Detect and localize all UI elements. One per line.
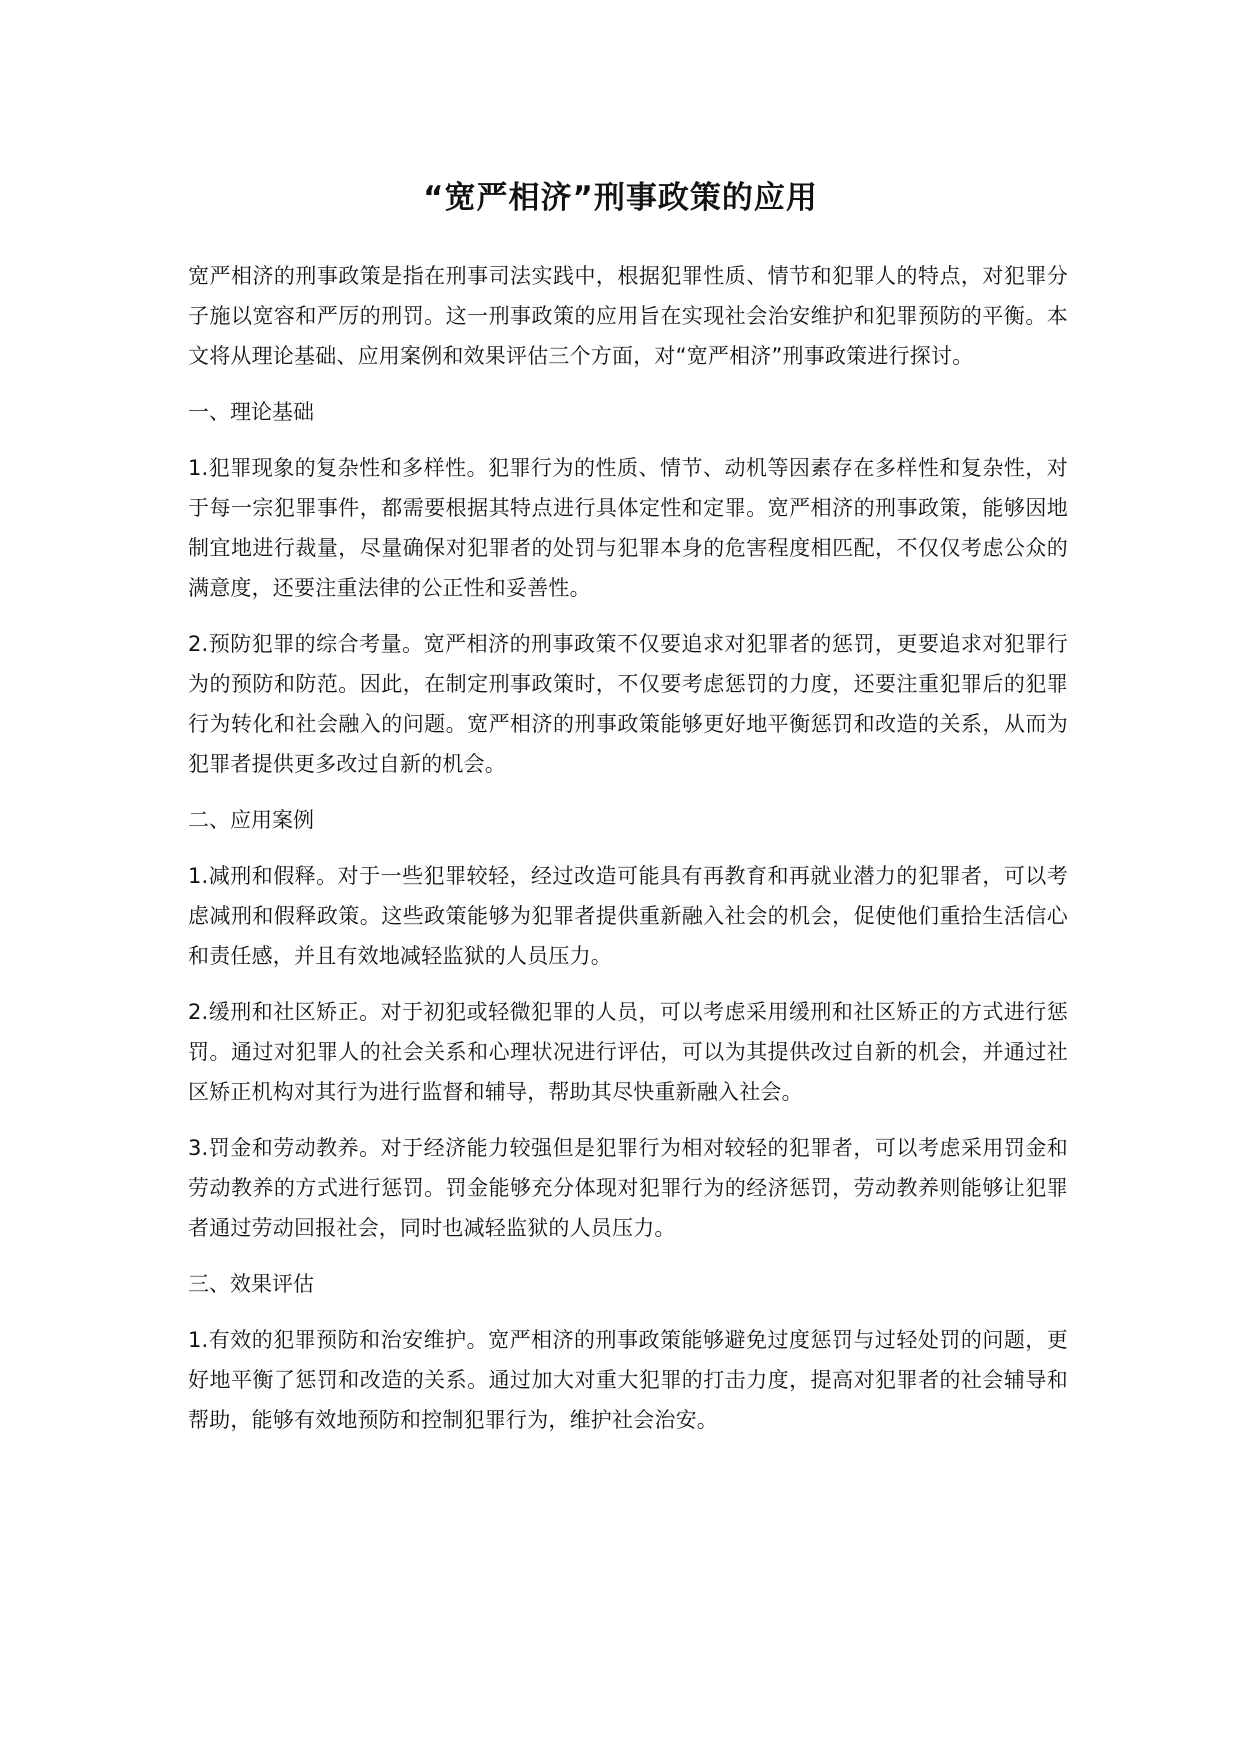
document-body <box>188 256 1068 1456</box>
section-heading: 一、理论基础 <box>188 400 314 424</box>
section-evaluation <box>188 1264 1068 1440</box>
section-theory <box>188 392 1068 784</box>
section-paragraph: 2.缓刑和社区矫正。对于初犯或轻微犯罪的人员，可以考虑采用缓刑和社区矫正的方式进行惩罚。通过对犯罪人的社会关系和心理状况进行评估，可以为其提供改过自新的机会，并通过社区矫正机构对其行为进行监督和辅导，帮助其尽快重新融入社会。 <box>188 1000 1068 1104</box>
intro-paragraph: 宽严相济的刑事政策是指在刑事司法实践中，根据犯罪性质、情节和犯罪人的特点，对犯罪分子施以宽容和严厉的刑罚。这一刑事政策的应用旨在实现社会治安维护和犯罪预防的平衡。本文将从理论基础、应用案例和效果评估三个方面，对“宽严相济”刑事政策进行探讨。 <box>188 264 1068 368</box>
section-heading: 三、效果评估 <box>188 1272 314 1296</box>
section-paragraph: 1.有效的犯罪预防和治安维护。宽严相济的刑事政策能够避免过度惩罚与过轻处罚的问题，更好地平衡了惩罚和改造的关系。通过加大对重大犯罪的打击力度，提高对犯罪者的社会辅导和帮助，能够有效地预防和控制犯罪行为，维护社会治安。 <box>188 1328 1068 1432</box>
section-heading: 二、应用案例 <box>188 808 314 832</box>
document-title: “宽严相济”刑事政策的应用 <box>423 180 818 216</box>
section-paragraph: 1.减刑和假释。对于一些犯罪较轻，经过改造可能具有再教育和再就业潜力的犯罪者，可以考虑减刑和假释政策。这些政策能够为犯罪者提供重新融入社会的机会，促使他们重拾生活信心和责任感，并且有效地减轻监狱的人员压力。 <box>188 864 1068 968</box>
section-paragraph: 1.犯罪现象的复杂性和多样性。犯罪行为的性质、情节、动机等因素存在多样性和复杂性，对于每一宗犯罪事件，都需要根据其特点进行具体定性和定罪。宽严相济的刑事政策，能够因地制宜地进行裁量，尽量确保对犯罪者的处罚与犯罪本身的危害程度相匹配，不仅仅考虑公众的满意度，还要注重法律的公正性和妥善性。 <box>188 456 1068 600</box>
section-paragraph: 3.罚金和劳动教养。对于经济能力较强但是犯罪行为相对较轻的犯罪者，可以考虑采用罚金和劳动教养的方式进行惩罚。罚金能够充分体现对犯罪行为的经济惩罚，劳动教养则能够让犯罪者通过劳动回报社会，同时也减轻监狱的人员压力。 <box>188 1136 1068 1240</box>
section-paragraph: 2.预防犯罪的综合考量。宽严相济的刑事政策不仅要追求对犯罪者的惩罚，更要追求对犯罪行为的预防和防范。因此，在制定刑事政策时，不仅要考虑惩罚的力度，还要注重犯罪后的犯罪行为转化和社会融入的问题。宽严相济的刑事政策能够更好地平衡惩罚和改造的关系，从而为犯罪者提供更多改过自新的机会。 <box>188 632 1068 776</box>
section-cases <box>188 800 1068 1248</box>
